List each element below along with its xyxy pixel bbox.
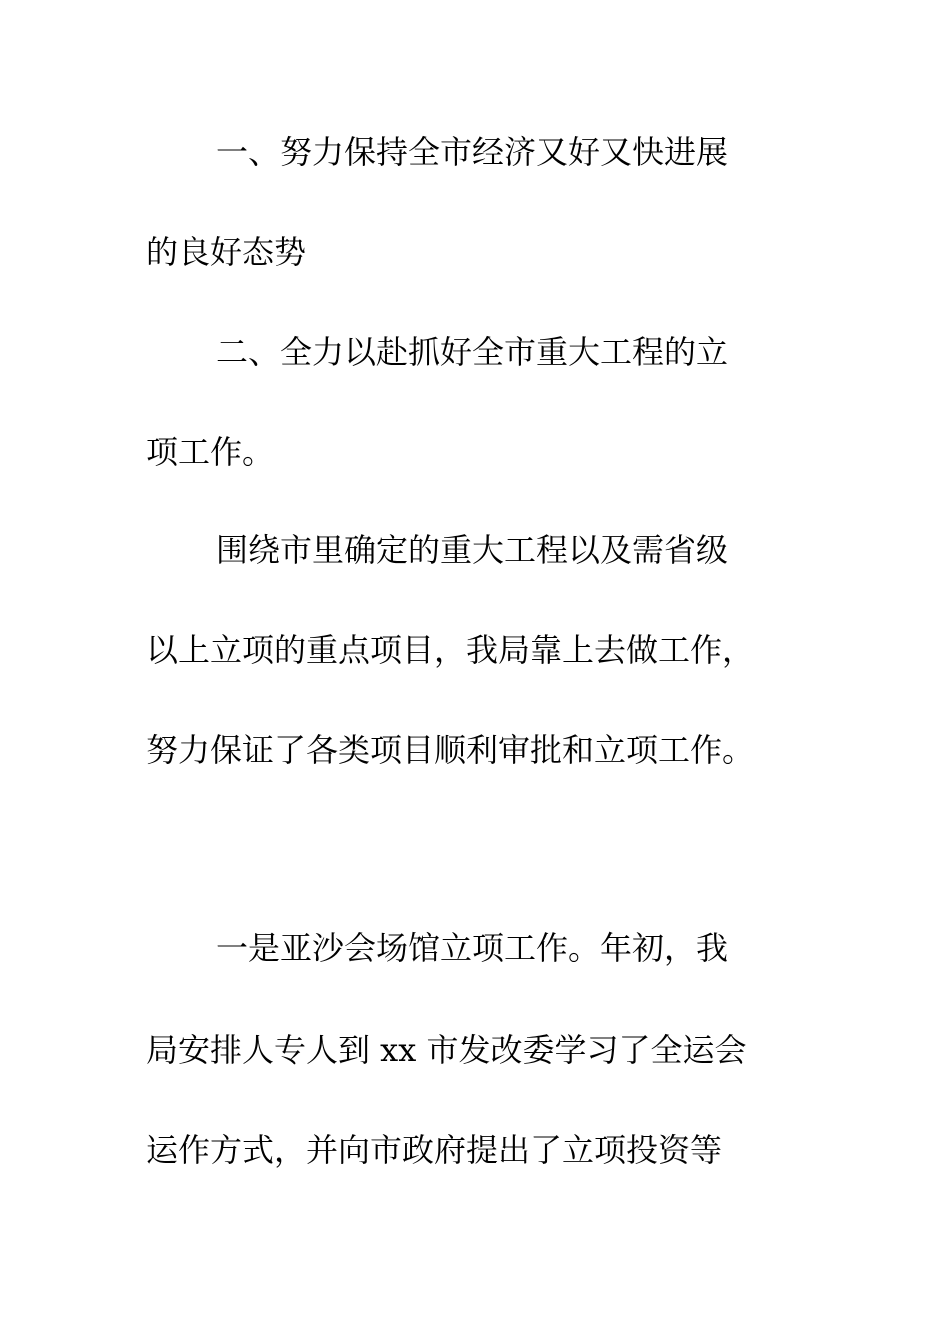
heading-line-1-continued: 的良好态势 — [146, 233, 307, 271]
paragraph-line: 围绕市里确定的重大工程以及需省级 — [216, 531, 729, 569]
paragraph-line: 局安排人专人到 xx 市发改委学习了全运会 — [146, 1031, 747, 1069]
heading-line-1: 一、努力保持全市经济又好又快进展 — [216, 133, 729, 171]
paragraph-line: 运作方式，并向市政府提出了立项投资等 — [146, 1131, 723, 1169]
heading-line-2: 二、全力以赴抓好全市重大工程的立 — [216, 333, 729, 371]
paragraph-line: 以上立项的重点项目，我局靠上去做工作， — [146, 631, 755, 669]
heading-line-2-continued: 项工作。 — [146, 433, 275, 471]
paragraph-line: 努力保证了各类项目顺利审批和立项工作。 — [146, 731, 755, 769]
paragraph-line: 一是亚沙会场馆立项工作。年初，我 — [216, 929, 729, 967]
